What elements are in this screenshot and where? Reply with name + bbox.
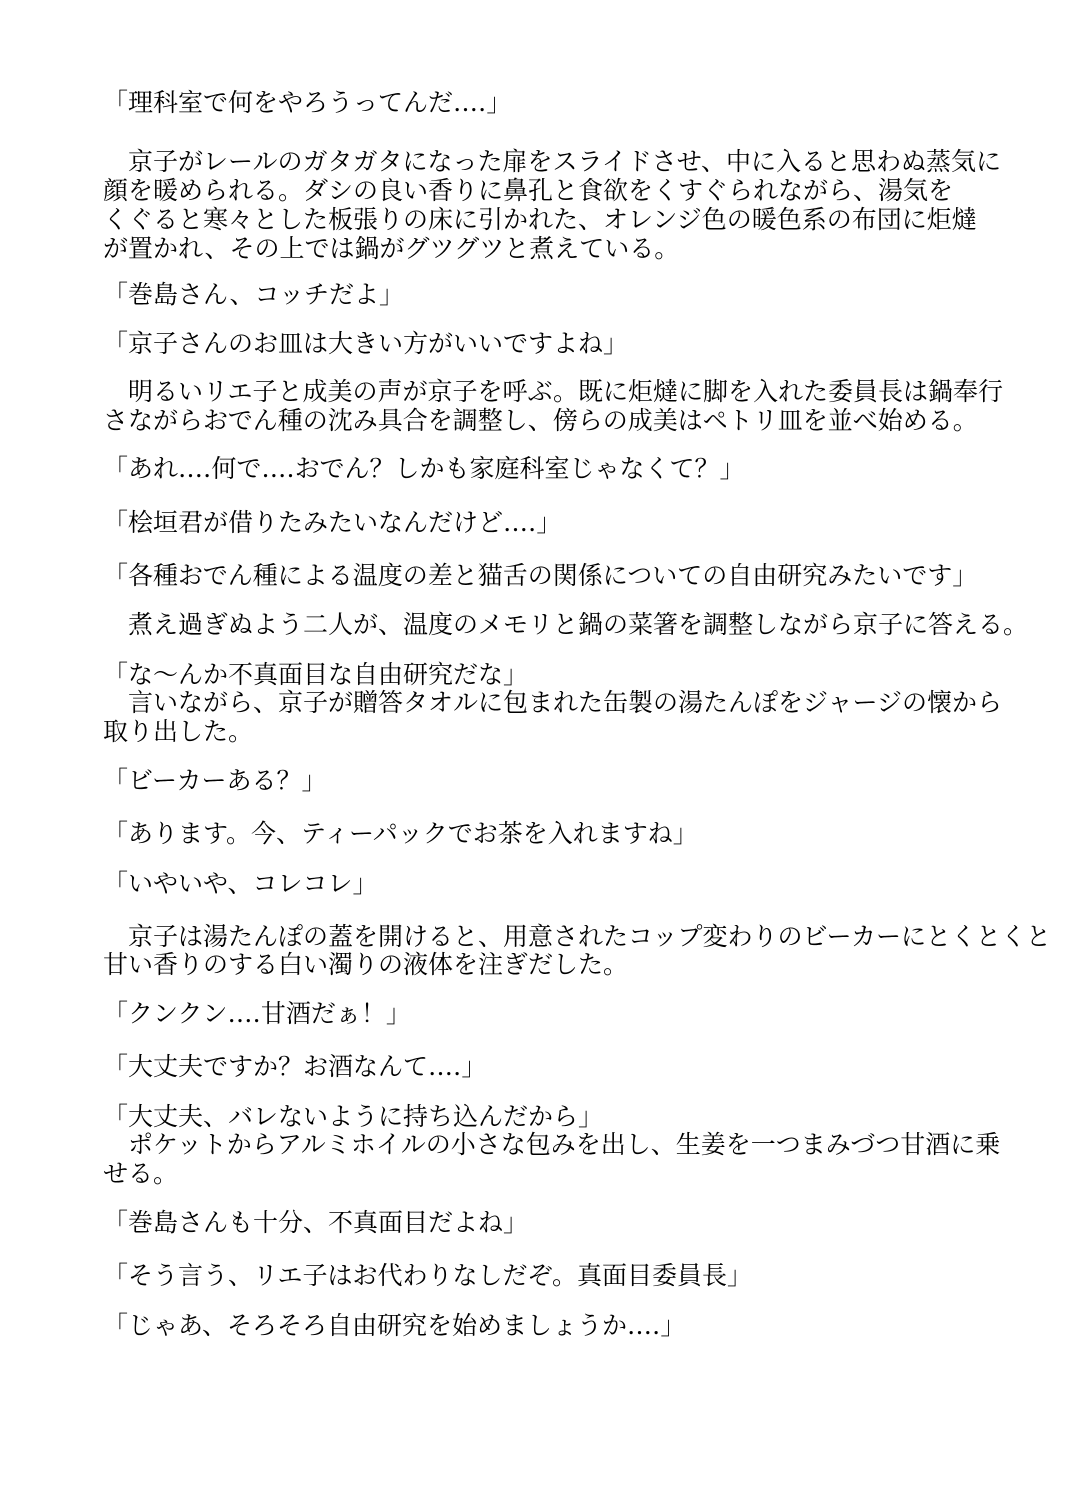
text-line: せる。 xyxy=(103,1159,179,1188)
text-line: 顔を暖められる。ダシの良い香りに鼻孔と食欲をくすぐられながら、湯気を xyxy=(103,176,954,205)
text-line: 「大丈夫ですか？お酒なんて‥‥」 xyxy=(103,1052,487,1081)
text-line: が置かれ、その上では鍋がグツグツと煮えている。 xyxy=(103,234,680,263)
text-line: 明るいリエ子と成美の声が京子を呼ぶ。既に炬燵に脚を入れた委員長は鍋奉行 xyxy=(103,377,1004,406)
text-line: 「桧垣君が借りたみたいなんだけど‥‥」 xyxy=(103,508,562,537)
text-line: 京子がレールのガタガタになった扉をスライドさせ、中に入ると思わぬ蒸気に xyxy=(103,147,1002,176)
text-line: ポケットからアルミホイルの小さな包みを出し、生姜を一つまみづつ甘酒に乗 xyxy=(103,1130,1001,1159)
text-line: 「あります。今、ティーパックでお茶を入れますね」 xyxy=(103,819,698,848)
text-line: 「巻島さん、コッチだよ」 xyxy=(103,280,405,309)
text-line: 「巻島さんも十分、不真面目だよね」 xyxy=(103,1208,529,1237)
text-line: くぐると寒々とした板張りの床に引かれた、オレンジ色の暖色系の布団に炬燵 xyxy=(103,205,977,234)
text-line: 言いながら、京子が贈答タオルに包まれた缶製の湯たんぽをジャージの懐から xyxy=(103,688,1003,717)
text-line: 「あれ‥‥何で‥‥おでん？しかも家庭科室じゃなくて？」 xyxy=(103,454,745,483)
text-line: 「そう言う、リエ子はお代わりなしだぞ。真面目委員長」 xyxy=(103,1261,753,1290)
text-line: さながらおでん種の沈み具合を調整し、傍らの成美はペトリ皿を並べ始める。 xyxy=(103,406,978,435)
text-line: 「じゃあ、そろそろ自由研究を始めましょうか‥‥」 xyxy=(103,1311,686,1340)
text-line: 甘い香りのする白い濁りの液体を注ぎだした。 xyxy=(103,950,629,979)
text-line: 「大丈夫、バレないように持ち込んだから」 xyxy=(103,1102,604,1131)
text-line: 「いやいや、コレコレ」 xyxy=(103,869,378,898)
text-line: 「各種おでん種による温度の差と猫舌の関係についての自由研究みたいです」 xyxy=(103,561,978,590)
text-line: 「理科室で何をやろうってんだ‥‥」 xyxy=(103,88,512,117)
text-line: 「な〜んか不真面目な自由研究だな」 xyxy=(103,660,529,689)
text-line: 京子は湯たんぽの蓋を開けると、用意されたコップ変わりのビーカーにとくとくと xyxy=(103,922,1052,951)
text-line: 「クンクン‥‥甘酒だぁ！」 xyxy=(103,999,411,1028)
text-line: 煮え過ぎぬよう二人が、温度のメモリと鍋の菜箸を調整しながら京子に答える。 xyxy=(103,610,1029,639)
text-line: 「ビーカーある？」 xyxy=(103,766,327,795)
text-line: 取り出した。 xyxy=(103,717,254,746)
text-line: 「京子さんのお皿は大きい方がいいですよね」 xyxy=(103,329,629,358)
